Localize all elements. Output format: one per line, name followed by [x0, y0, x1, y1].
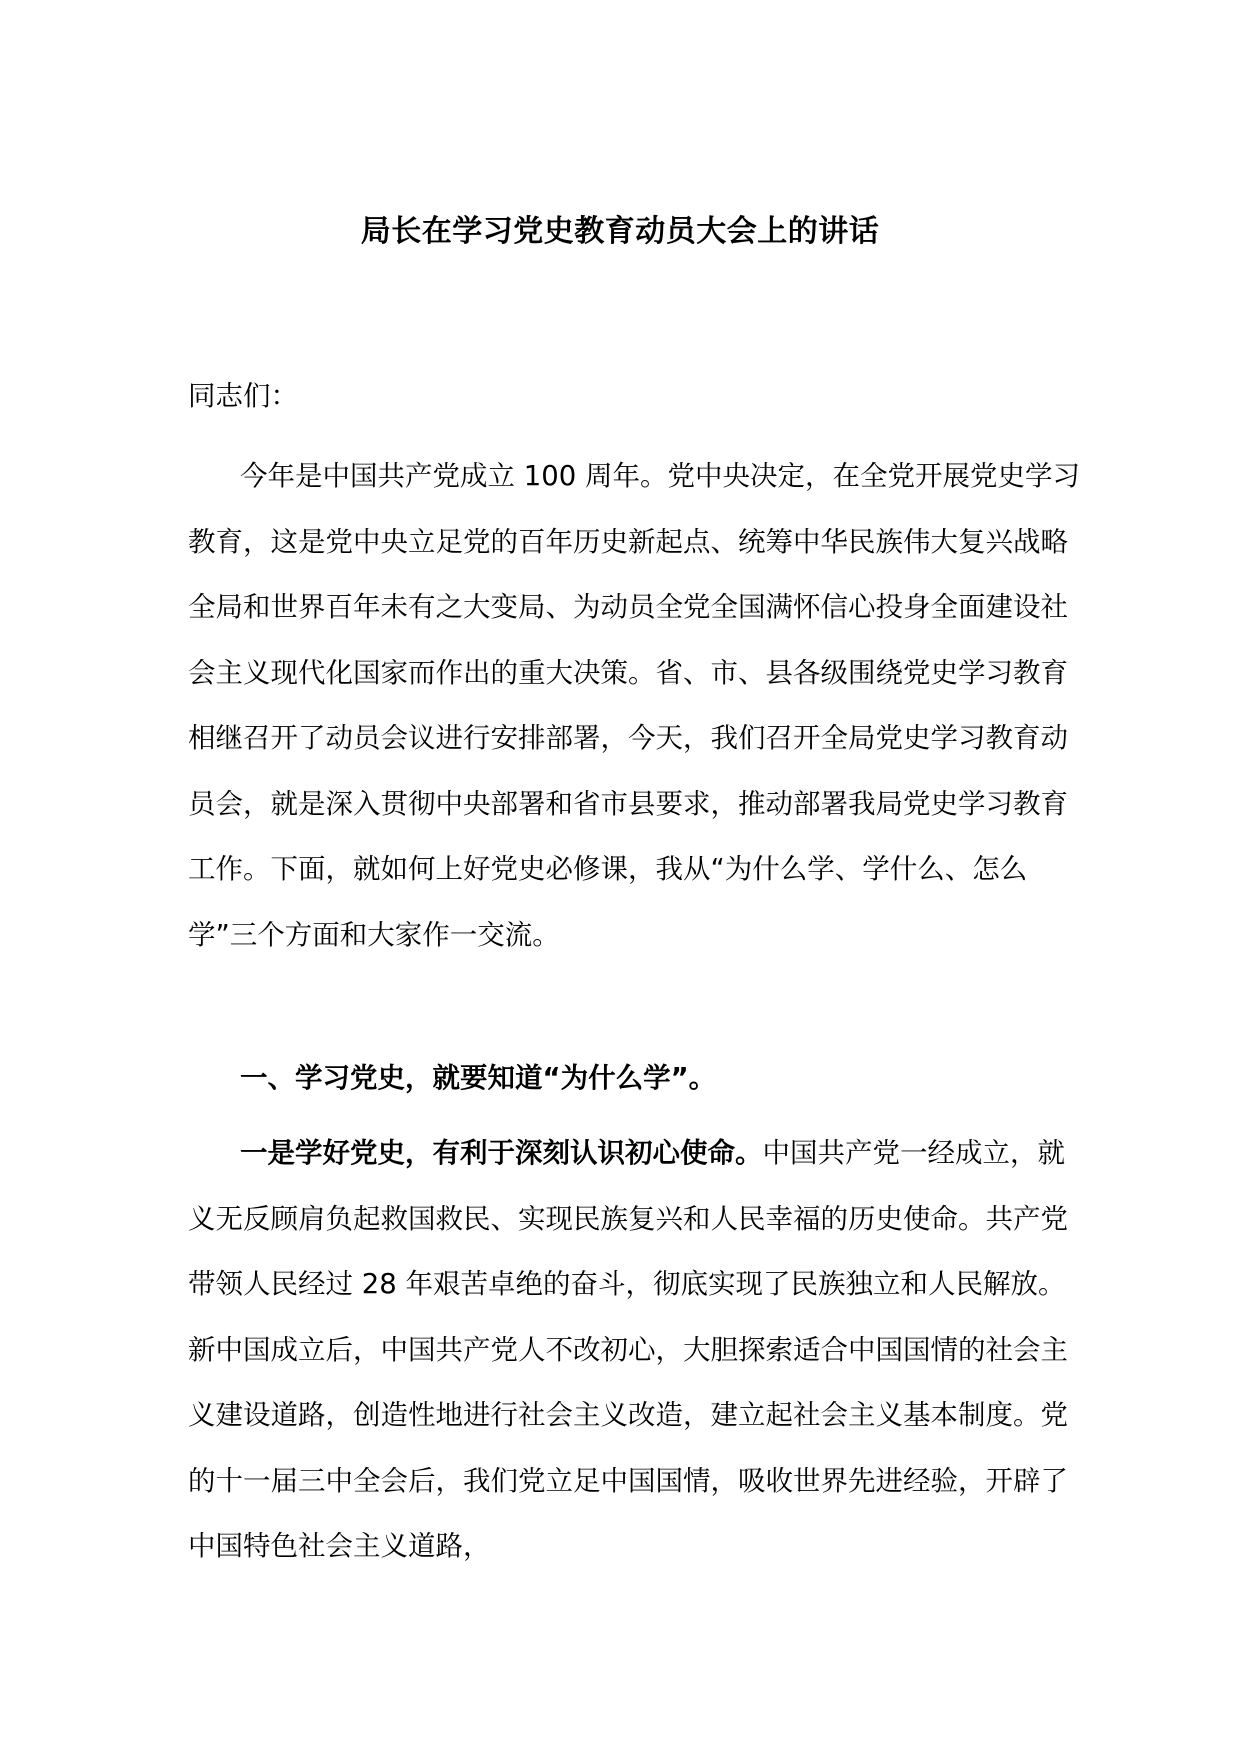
section-paragraph-body: 中国共产党一经成立，就义无反顾肩负起救国救民、实现民族复兴和人民幸福的历史使命。共产党带领人民经过 28 年艰苦卓绝的奋斗，彻底实现了民族独立和人民解放。新中国成立后，中国共产党人不改初心，大胆探索适合中国国情的社会主义建设道路，创造性地进行社会主义改造，建立起社会主义基本制度。党的十一届三中全会后，我们党立足中国国情，吸收世界先进经验，开辟了中国特色社会主义道路， — [188, 1137, 1068, 1562]
section-paragraph-lead: 一是学好党史，有利于深刻认识初心使命。 — [240, 1137, 763, 1169]
section-paragraph — [188, 1121, 1088, 1580]
intro-paragraph: 今年是中国共产党成立 100 周年。党中央决定，在全党开展党史学习教育，这是党中央立足党的百年历史新起点、统筹中华民族伟大复兴战略全局和世界百年未有之大变局、为动员全党全国满怀信心投身全面建设社会主义现代化国家而作出的重大决策。省、市、县各级围绕党史学习教育相继召开了动员会议进行安排部署，今天，我们召开全局党史学习教育动员会，就是深入贯彻中央部署和省市县要求，推动部署我局党史学习教育工作。下面，就如何上好党史必修课，我从“为什么学、学什么、怎么学”三个方面和大家作一交流。 — [188, 460, 1080, 951]
salutation: 同志们： — [188, 380, 298, 412]
section-heading: 一、学习党史，就要知道“为什么学”。 — [240, 1062, 717, 1094]
document-title: 局长在学习党史教育动员大会上的讲话 — [360, 214, 880, 249]
